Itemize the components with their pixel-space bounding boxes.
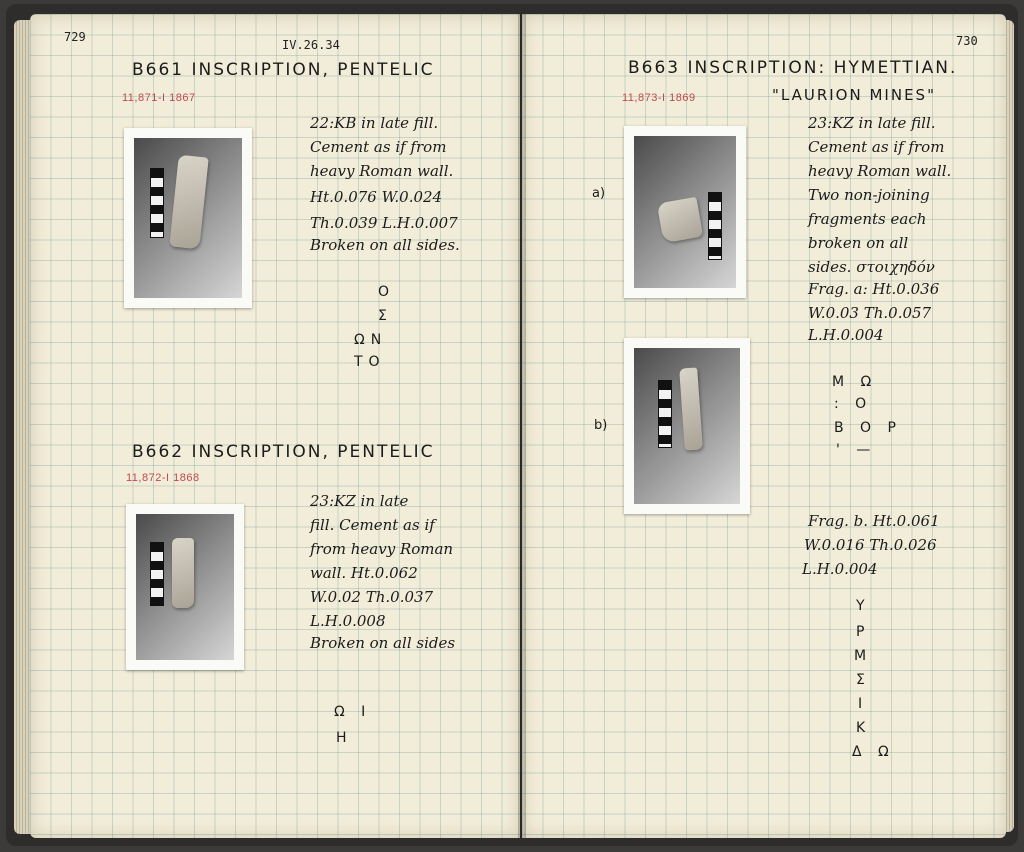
entry-b663-title: B663 INSCRIPTION: HYMETTIAN.: [628, 58, 958, 78]
b662-note-7: Broken on all sides: [310, 634, 456, 652]
b663-note-3: heavy Roman wall.: [808, 162, 952, 180]
book-gutter: [518, 14, 526, 838]
b663-a-letters-1: M Ω: [832, 374, 878, 390]
photo-b663-b: [624, 338, 750, 514]
b662-letters-2: H: [336, 730, 353, 746]
entry-b661-title: B661 INSCRIPTION, PENTELIC: [132, 60, 435, 80]
fragment-a-label: a): [592, 186, 606, 201]
b661-note-1: 22:KB in late fill.: [310, 114, 439, 132]
entry-date: IV.26.34: [282, 38, 340, 52]
entry-b661-ref: 11,871-I 1867: [122, 92, 196, 104]
photo-b661: [124, 128, 252, 308]
b662-note-4: wall. Ht.0.062: [310, 564, 418, 582]
entry-b663-ref: 11,873-I 1869: [622, 92, 696, 104]
photo-scale-bar: [658, 380, 672, 448]
photo-b662: [126, 504, 244, 670]
b663-note-8: Frag. a: Ht.0.036: [808, 280, 940, 298]
fragment-b663-b: [679, 367, 703, 450]
b663-a-letters-4: ' —: [836, 442, 877, 458]
b663-note-2: Cement as if from: [808, 138, 945, 156]
b661-letters-3: ΩN: [354, 332, 388, 348]
photo-b663-b-image: [634, 348, 740, 504]
b661-note-4: Ht.0.076 W.0.024: [310, 188, 443, 206]
entry-b662-title: B662 INSCRIPTION, PENTELIC: [132, 442, 435, 462]
b663-b-letters-7: Δ Ω: [852, 744, 895, 760]
b663-b-letters-1: Y: [856, 598, 871, 614]
b663-b-note-1: Frag. b. Ht.0.061: [808, 512, 940, 530]
b661-letters-2: Σ: [378, 308, 393, 324]
b661-note-5: Th.0.039 L.H.0.007: [310, 214, 458, 232]
b661-letters-4: TO: [354, 354, 386, 370]
photo-b663-a-image: [634, 136, 736, 288]
b662-note-1: 23:KZ in late: [310, 492, 409, 510]
b663-note-1: 23:KZ in late fill.: [808, 114, 936, 132]
left-page: [30, 14, 520, 838]
b663-b-note-3: L.H.0.004: [802, 560, 878, 578]
b661-note-3: heavy Roman wall.: [310, 162, 454, 180]
b663-note-10: L.H.0.004: [808, 326, 884, 344]
b663-note-4: Two non-joining: [808, 186, 930, 204]
b661-letters-1: O: [378, 284, 396, 300]
b663-a-letters-2: : O: [834, 396, 873, 412]
photo-b663-a: [624, 126, 746, 298]
b663-b-letters-3: M: [854, 648, 873, 664]
b663-b-letters-5: I: [858, 696, 869, 712]
b663-b-note-2: W.0.016 Th.0.026: [804, 536, 937, 554]
fragment-b663-a: [657, 197, 703, 243]
entry-b663-subtitle: "LAURION MINES": [772, 86, 936, 104]
b661-note-2: Cement as if from: [310, 138, 447, 156]
page-number-right: 730: [956, 34, 978, 48]
b663-b-letters-4: Σ: [856, 672, 871, 688]
entry-b662-ref: 11,872-I 1868: [126, 472, 200, 484]
b663-note-9: W.0.03 Th.0.057: [808, 304, 932, 322]
b663-b-letters-6: K: [856, 720, 872, 736]
b662-note-6: L.H.0.008: [310, 612, 386, 630]
b663-note-5: fragments each: [808, 210, 927, 228]
b662-note-2: fill. Cement as if: [310, 516, 435, 534]
b663-b-letters-2: P: [856, 624, 871, 640]
page-number-left: 729: [64, 30, 86, 44]
b661-note-6: Broken on all sides.: [310, 236, 460, 254]
photo-scale-bar: [150, 542, 164, 606]
right-page: [522, 14, 1006, 838]
photo-b662-image: [136, 514, 234, 660]
b663-note-7: sides. στοιχηδόν: [808, 258, 935, 276]
photo-scale-bar: [150, 168, 164, 238]
photo-scale-bar: [708, 192, 722, 260]
fragment-b661: [169, 155, 208, 250]
photo-b661-image: [134, 138, 242, 298]
fragment-b-label: b): [594, 418, 608, 433]
b663-a-letters-3: B O P: [834, 420, 902, 436]
b662-note-5: W.0.02 Th.0.037: [310, 588, 434, 606]
fragment-b662: [172, 538, 194, 608]
b662-note-3: from heavy Roman: [310, 540, 454, 558]
b663-note-6: broken on all: [808, 234, 909, 252]
b662-letters-1: Ω I: [334, 704, 372, 720]
